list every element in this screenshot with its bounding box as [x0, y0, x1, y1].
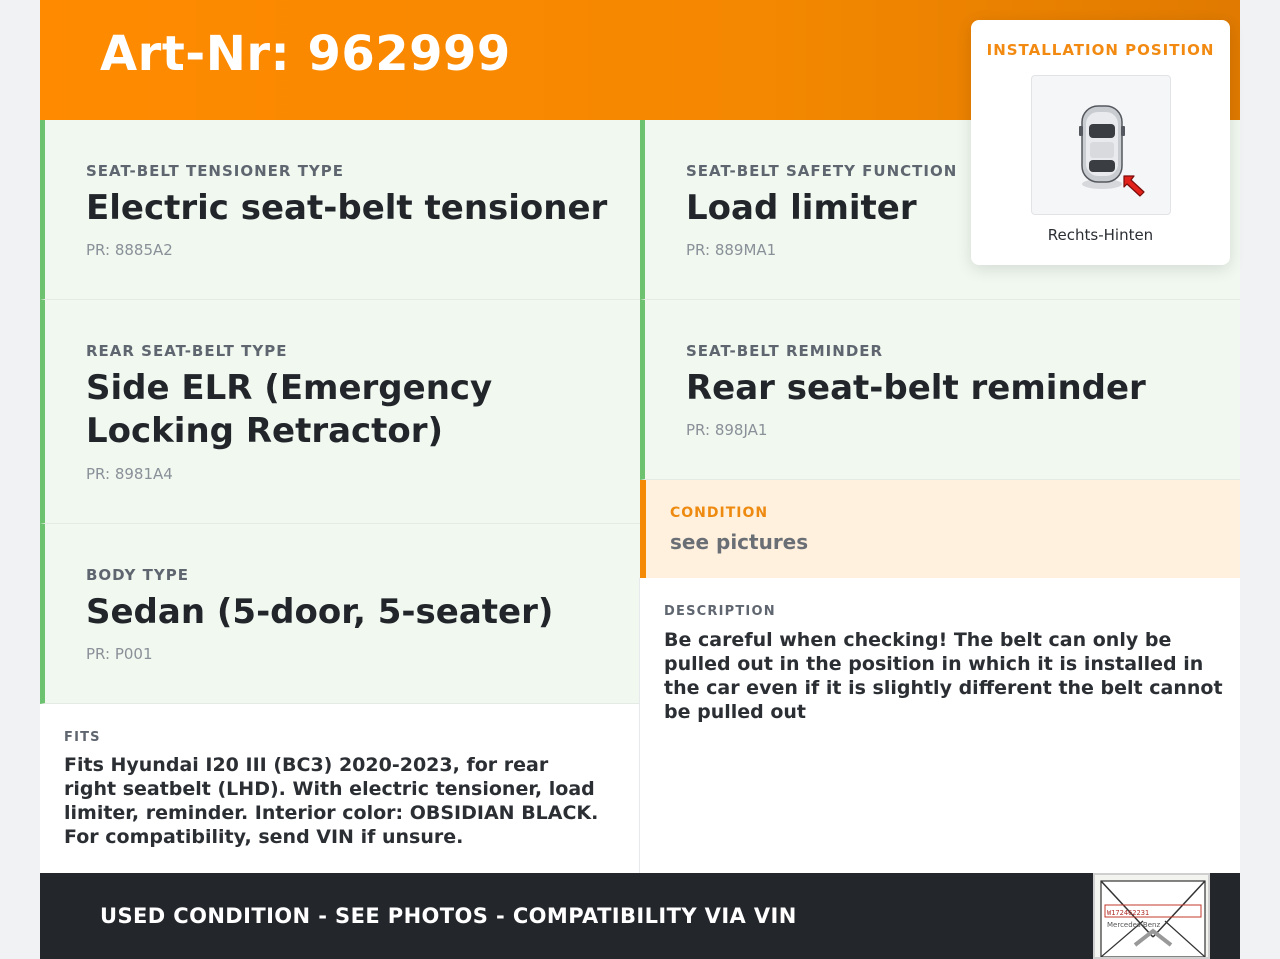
spec-value: Side ELR (Emergency Locking Retractor): [86, 368, 493, 451]
article-number: Art-Nr: 962999: [100, 26, 511, 82]
svg-text:Mercedes-Benz: Mercedes-Benz: [1107, 921, 1161, 929]
spec-pr-code: PR: 898JA1: [686, 421, 768, 439]
spec-body-type: [40, 524, 640, 704]
label-photo-image: [1095, 875, 1210, 959]
column-divider: [639, 578, 640, 873]
svg-text:W172462231: W172462231: [1107, 909, 1150, 917]
spec-value: Load limiter: [686, 188, 917, 228]
condition-label: CONDITION: [670, 505, 769, 521]
spec-belt-reminder: [640, 300, 1240, 480]
condition-value: see pictures: [670, 530, 809, 554]
description-text: Be careful when checking! The belt can only be pulled out in the position in which it is installed in the car even if it is slightly different the belt cannot be pulled out: [664, 629, 1223, 723]
spec-pr-code: PR: 8885A2: [86, 241, 173, 259]
spec-label: REAR SEAT-BELT TYPE: [86, 342, 288, 360]
spec-label: BODY TYPE: [86, 566, 189, 584]
spec-value: Electric seat-belt tensioner: [86, 188, 608, 228]
fits-text: Fits Hyundai I20 III (BC3) 2020-2023, for rear right seatbelt (LHD). With electric tensioner, load limiter, reminder. Interior color: OBSIDIAN BLACK. For compatibility, send VIN if unsure.: [64, 754, 599, 848]
installation-position-card: [971, 20, 1230, 265]
spec-label: SEAT-BELT TENSIONER TYPE: [86, 162, 345, 180]
spec-rear-belt-type: [40, 300, 640, 524]
label-photo-thumbnail[interactable]: [1093, 873, 1210, 959]
footer-text: USED CONDITION - SEE PHOTOS - COMPATIBILITY VIA VIN: [100, 904, 797, 928]
spec-pr-code: PR: P001: [86, 645, 153, 663]
spec-pr-code: PR: 889MA1: [686, 241, 777, 259]
footer-bar: [40, 873, 1240, 959]
installation-position-value: Rechts-Hinten: [1047, 226, 1154, 244]
car-top-view-icon: [1032, 76, 1172, 216]
spec-tensioner-type: [40, 120, 640, 300]
spec-label: SEAT-BELT REMINDER: [686, 342, 884, 360]
red-arrow-icon: [1120, 172, 1150, 200]
installation-title: INSTALLATION POSITION: [986, 41, 1215, 59]
car-position-image: [1031, 75, 1171, 215]
spec-value: Sedan (5-door, 5-seater): [86, 592, 554, 632]
spec-label: SEAT-BELT SAFETY FUNCTION: [686, 162, 958, 180]
spec-value: Rear seat-belt reminder: [686, 368, 1146, 408]
condition-box: [640, 480, 1240, 578]
description-label: DESCRIPTION: [664, 604, 776, 619]
fits-label: FITS: [64, 730, 101, 745]
spec-pr-code: PR: 8981A4: [86, 465, 173, 483]
